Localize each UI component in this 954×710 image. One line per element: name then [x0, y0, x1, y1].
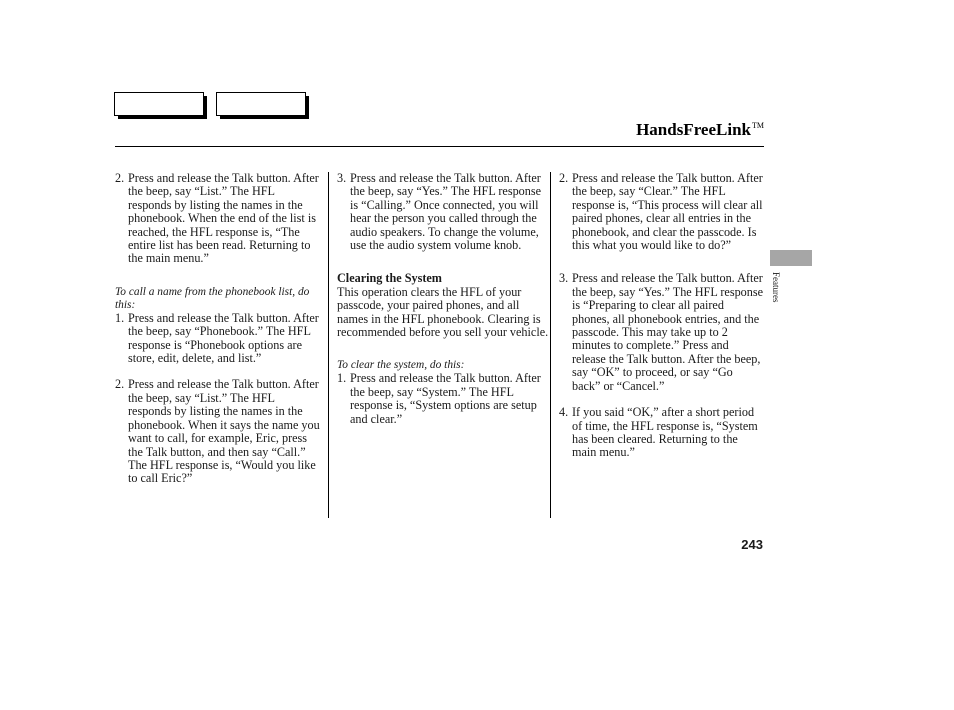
step-number: 2.: [559, 171, 569, 185]
section-heading: Clearing the System: [337, 271, 442, 286]
step-item: [337, 372, 549, 426]
step-text: Press and release the Talk button. After the beep, say “Yes.” The HFL response is “Calling.” Once connected, you will hear the person you called through the audio speakers. To change the volume, use the audio system volume knob.: [350, 171, 542, 253]
step-number: 2.: [115, 377, 125, 392]
step-number: 3.: [337, 171, 347, 185]
procedure-intro: To call a name from the phonebook list, do this:: [115, 285, 310, 311]
page-title: [636, 120, 764, 140]
step-item: [559, 172, 764, 252]
step-item: [115, 312, 320, 366]
column-divider: [328, 172, 329, 518]
step-number: 2.: [115, 171, 125, 185]
column-2: [337, 172, 549, 426]
step-text: Press and release the Talk button. After the beep, say “Yes.” The HFL response is “Preparing to clear all paired phones, all phonebook entries, and the passcode. This may take up to 2 minutes to complete.” Press and release the Talk button. After the beep, say “OK” to proceed, or say “Go back” or “Cancel.”: [572, 271, 764, 393]
nav-button-previous[interactable]: [114, 92, 204, 116]
step-number: 1.: [115, 310, 125, 325]
section-tab: [770, 250, 812, 266]
step-item: [559, 272, 764, 393]
column-divider: [550, 172, 551, 518]
step-item: [115, 378, 320, 485]
step-text: Press and release the Talk button. After the beep, say “List.” The HFL responds by listing the names in the phonebook. When it says the name you want to call, for example, Eric, press the Talk button, and then say “Call.” The HFL response is, “Would you like to call Eric?”: [128, 377, 320, 486]
page-number: 243: [741, 537, 763, 552]
nav-button-next[interactable]: [216, 92, 306, 116]
step-text: Press and release the Talk button. After the beep, say “Phonebook.” The HFL response is “Phonebook options are store, edit, delete, and list.”: [128, 310, 319, 366]
step-item: [115, 172, 320, 266]
step-text: If you said “OK,” after a short period of time, the HFL response is, “System has been cleared. Returning to the main menu.”: [572, 405, 758, 460]
section-paragraph: This operation clears the HFL of your passcode, your paired phones, and all names in the HFL phonebook. Clearing is recommended before you sell your vehicle.: [337, 284, 549, 340]
step-number: 4.: [559, 405, 569, 420]
trademark-mark: TM: [752, 121, 764, 130]
procedure-intro: To clear the system, do this:: [337, 359, 465, 372]
step-text: Press and release the Talk button. After the beep, say “Clear.” The HFL response is, “This process will clear all paired phones, clear all entries in the phonebook, and clear the passcode. Is this what you would like to do?”: [572, 171, 763, 253]
column-3: [559, 172, 764, 460]
step-item: [337, 172, 549, 252]
column-1: [115, 172, 320, 486]
step-item: [559, 406, 764, 460]
header-rule: [115, 146, 764, 147]
step-text: Press and release the Talk button. After the beep, say “List.” The HFL responds by listing the names in the phonebook. When the end of the list is reached, the HFL response is, “The entire list has been read. Returning to the main menu.”: [128, 171, 319, 266]
step-number: 1.: [337, 371, 347, 386]
section-side-label: Features: [771, 272, 781, 303]
step-number: 3.: [559, 271, 569, 286]
step-text: Press and release the Talk button. After the beep, say “System.” The HFL response is, “System options are setup and clear.”: [350, 371, 541, 426]
page-title-text: HandsFreeLink: [636, 120, 751, 139]
